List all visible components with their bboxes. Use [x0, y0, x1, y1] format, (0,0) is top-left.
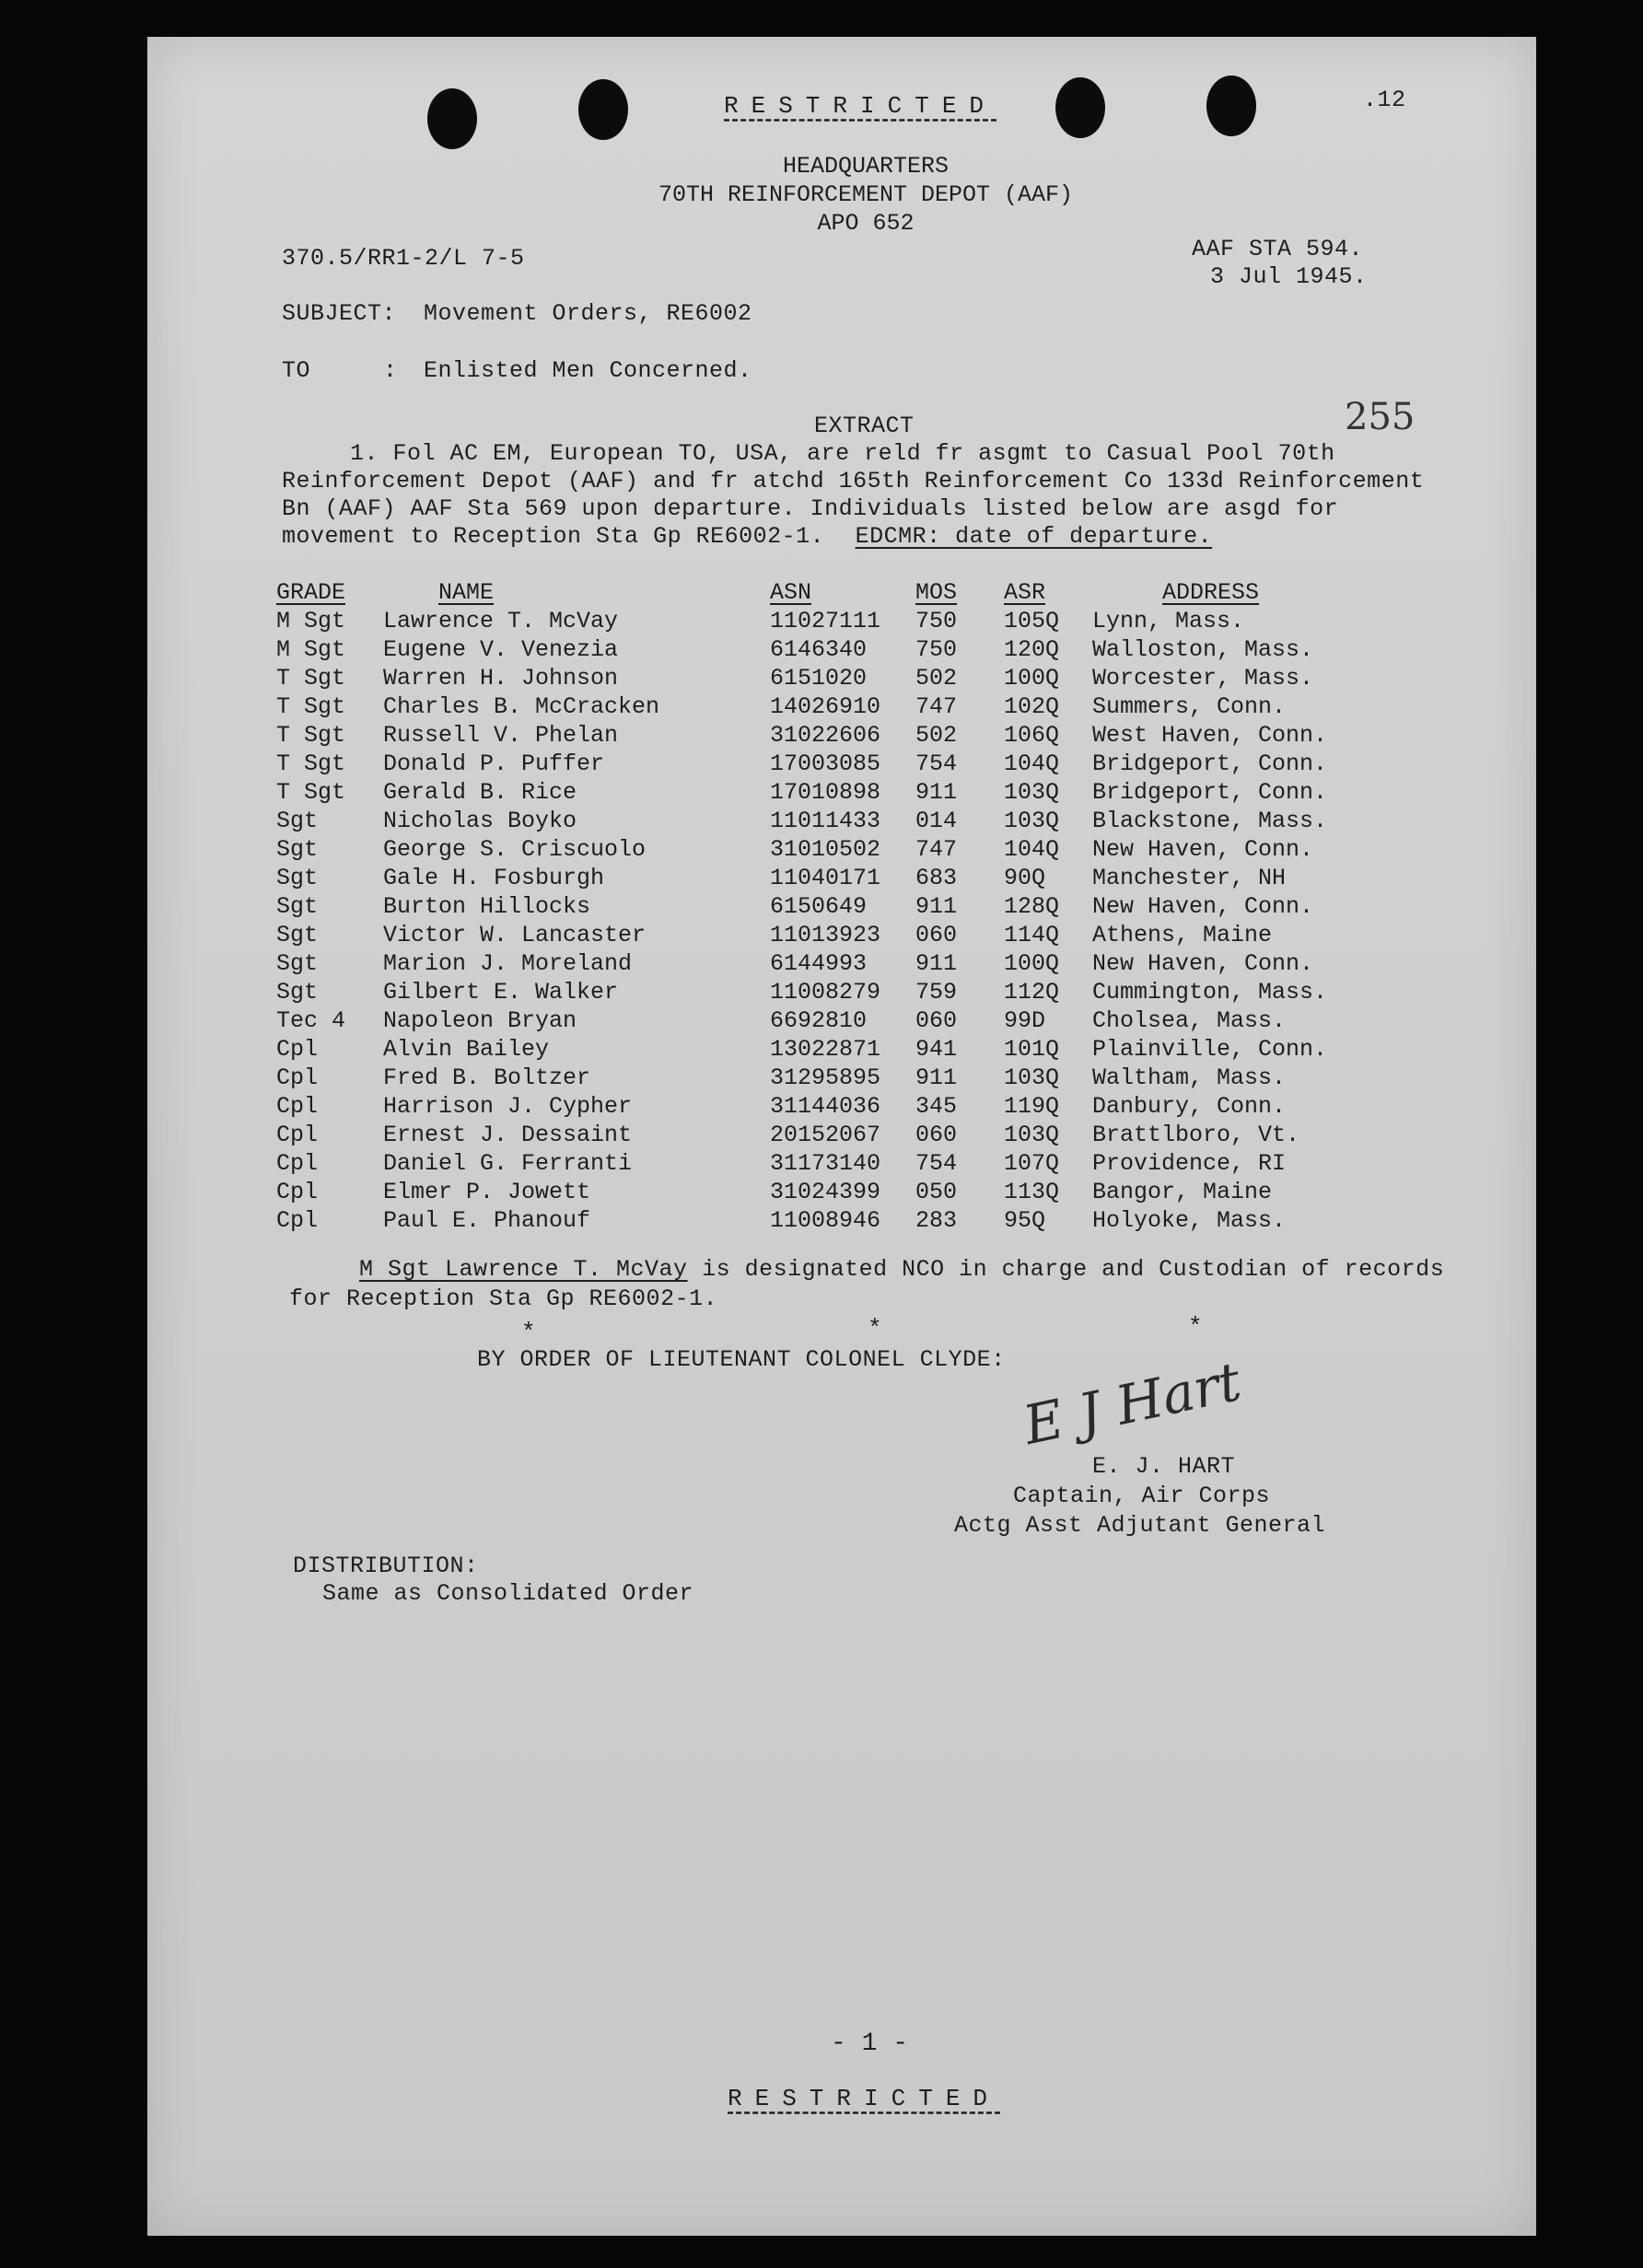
roster-cell-asn: 17010898 [770, 779, 881, 806]
roster-cell-asr: 99D [1004, 1007, 1046, 1034]
table-row [276, 807, 1457, 835]
roster-cell-grade: Sgt [276, 865, 319, 891]
roster-cell-mos: 941 [915, 1036, 958, 1063]
table-row [276, 978, 1457, 1006]
table-row [276, 1006, 1457, 1035]
roster-cell-asr: 113Q [1004, 1179, 1060, 1205]
distribution-label: DISTRIBUTION: [293, 1553, 479, 1579]
roster-cell-asr: 103Q [1004, 779, 1060, 806]
roster-cell-mos: 050 [915, 1179, 958, 1205]
roster-cell-asn: 6692810 [770, 1007, 868, 1034]
roster-cell-address: New Haven, Conn. [1092, 836, 1314, 863]
roster-cell-address: Cummington, Mass. [1092, 979, 1328, 1006]
roster-cell-mos: 060 [915, 1122, 958, 1148]
roster-cell-asn: 20152067 [770, 1122, 881, 1148]
roster-cell-mos: 014 [915, 808, 958, 834]
roster-cell-name: Burton Hillocks [383, 893, 591, 920]
header-line-3: APO 652 [817, 210, 915, 237]
table-row [276, 949, 1457, 978]
roster-cell-grade: Cpl [276, 1093, 319, 1120]
separator-star: * [1188, 1313, 1203, 1341]
roster-cell-address: New Haven, Conn. [1092, 893, 1314, 920]
file-number: 370.5/RR1-2/L 7-5 [282, 245, 525, 272]
roster-cell-name: Warren H. Johnson [383, 665, 619, 692]
roster-cell-grade: T Sgt [276, 722, 346, 749]
roster-cell-address: Danbury, Conn. [1092, 1093, 1287, 1120]
column-header-asr: ASR [1004, 579, 1046, 606]
signature-rank: Captain, Air Corps [1013, 1483, 1271, 1509]
roster-cell-grade: Sgt [276, 893, 319, 920]
column-header-address: ADDRESS [1162, 579, 1260, 606]
column-header-grade: GRADE [276, 579, 346, 606]
extract-label: EXTRACT [814, 413, 915, 439]
roster-cell-address: Plainville, Conn. [1092, 1036, 1328, 1063]
roster-cell-name: Napoleon Bryan [383, 1007, 577, 1034]
roster-cell-name: Alvin Bailey [383, 1036, 550, 1063]
roster-cell-grade: Sgt [276, 950, 319, 977]
paragraph-1-line-2: Reinforcement Depot (AAF) and fr atchd 165th Reinforcement Co 133d Reinforcement [282, 468, 1425, 494]
roster-cell-address: Blackstone, Mass. [1092, 808, 1328, 834]
subject-label: SUBJECT: [282, 300, 397, 327]
separator-star: * [868, 1315, 882, 1343]
roster-cell-name: Daniel G. Ferranti [383, 1150, 633, 1177]
roster-cell-name: Nicholas Boyko [383, 808, 577, 834]
roster-cell-name: Donald P. Puffer [383, 750, 605, 777]
separator-star: * [521, 1319, 536, 1346]
station: AAF STA 594. [1192, 236, 1364, 262]
roster-cell-grade: Cpl [276, 1122, 319, 1148]
punch-hole [427, 88, 477, 149]
roster-cell-asr: 105Q [1004, 608, 1060, 634]
roster-body [276, 607, 1457, 1235]
roster-cell-asn: 31010502 [770, 836, 881, 863]
punch-hole [1055, 77, 1105, 138]
roster-cell-asr: 112Q [1004, 979, 1060, 1006]
roster-cell-name: Elmer P. Jowett [383, 1179, 591, 1205]
roster-cell-asn: 14026910 [770, 693, 881, 720]
roster-cell-mos: 502 [915, 665, 958, 692]
roster-cell-address: Manchester, NH [1092, 865, 1287, 891]
roster-cell-mos: 750 [915, 636, 958, 663]
roster-cell-asr: 103Q [1004, 1122, 1060, 1148]
roster-cell-asn: 31173140 [770, 1150, 881, 1177]
roster-cell-asn: 31295895 [770, 1064, 881, 1091]
roster-cell-address: Cholsea, Mass. [1092, 1007, 1287, 1034]
roster-cell-grade: Sgt [276, 922, 319, 948]
nco-line-1 [359, 1256, 1444, 1283]
punch-hole [578, 79, 628, 140]
header-line-1: HEADQUARTERS [782, 153, 950, 180]
roster-cell-asn: 17003085 [770, 750, 881, 777]
roster-cell-address: Walloston, Mass. [1092, 636, 1314, 663]
roster-cell-address: Waltham, Mass. [1092, 1064, 1287, 1091]
roster-cell-name: Fred B. Boltzer [383, 1064, 591, 1091]
nco-name: M Sgt Lawrence T. McVay [359, 1256, 688, 1283]
date: 3 Jul 1945. [1210, 263, 1368, 290]
column-header-name: NAME [438, 579, 495, 606]
roster-cell-asr: 114Q [1004, 922, 1060, 948]
roster-cell-mos: 345 [915, 1093, 958, 1120]
roster-cell-name: Gerald B. Rice [383, 779, 577, 806]
roster-cell-name: Victor W. Lancaster [383, 922, 647, 948]
table-row [276, 1064, 1457, 1092]
nco-designation: is designated NCO in charge and Custodian of records [687, 1256, 1445, 1283]
roster-cell-mos: 283 [915, 1207, 958, 1234]
roster-cell-grade: Sgt [276, 979, 319, 1006]
roster-cell-address: Lynn, Mass. [1092, 608, 1245, 634]
roster-cell-asr: 128Q [1004, 893, 1060, 920]
table-row [276, 1149, 1457, 1178]
roster-cell-mos: 911 [915, 950, 958, 977]
roster-cell-name: Gilbert E. Walker [383, 979, 619, 1006]
roster-cell-address: New Haven, Conn. [1092, 950, 1314, 977]
roster-cell-mos: 747 [915, 836, 958, 863]
handwritten-number: 255 [1345, 396, 1416, 438]
table-row [276, 778, 1457, 807]
roster-cell-name: George S. Criscuolo [383, 836, 647, 863]
distribution-value: Same as Consolidated Order [322, 1580, 694, 1607]
roster-cell-asn: 11008279 [770, 979, 881, 1006]
roster-cell-grade: T Sgt [276, 779, 346, 806]
roster-cell-grade: T Sgt [276, 693, 346, 720]
roster-cell-asn: 6150649 [770, 893, 868, 920]
table-row [276, 1206, 1457, 1235]
order-line: BY ORDER OF LIEUTENANT COLONEL CLYDE: [477, 1346, 1006, 1373]
roster-cell-asn: 11013923 [770, 922, 881, 948]
table-row [276, 664, 1457, 692]
roster-cell-address: Summers, Conn. [1092, 693, 1287, 720]
roster-cell-grade: T Sgt [276, 750, 346, 777]
roster-cell-address: Bridgeport, Conn. [1092, 750, 1328, 777]
roster-cell-asr: 90Q [1004, 865, 1046, 891]
roster-cell-grade: Cpl [276, 1150, 319, 1177]
roster-table [276, 578, 1457, 1235]
roster-cell-grade: Cpl [276, 1064, 319, 1091]
roster-cell-asn: 11027111 [770, 608, 881, 634]
table-row [276, 1121, 1457, 1149]
roster-cell-grade: Cpl [276, 1036, 319, 1063]
paragraph-1-line-1: 1. Fol AC EM, European TO, USA, are reld fr asgmt to Casual Pool 70th [350, 440, 1335, 467]
paragraph-1-line-4-text: movement to Reception Sta Gp RE6002-1. [282, 523, 825, 550]
roster-cell-asr: 102Q [1004, 693, 1060, 720]
roster-cell-asn: 6151020 [770, 665, 868, 692]
handwritten-signature: E J Hart [1018, 1349, 1247, 1458]
roster-cell-asn: 6146340 [770, 636, 868, 663]
roster-cell-address: Holyoke, Mass. [1092, 1207, 1287, 1234]
roster-cell-mos: 911 [915, 893, 958, 920]
roster-cell-asr: 100Q [1004, 950, 1060, 977]
roster-cell-mos: 759 [915, 979, 958, 1006]
roster-cell-name: Eugene V. Venezia [383, 636, 619, 663]
roster-cell-grade: Sgt [276, 836, 319, 863]
roster-cell-mos: 683 [915, 865, 958, 891]
roster-cell-grade: Tec 4 [276, 1007, 346, 1034]
roster-cell-name: Gale H. Fosburgh [383, 865, 605, 891]
to-value: Enlisted Men Concerned. [424, 357, 752, 384]
roster-cell-address: Providence, RI [1092, 1150, 1287, 1177]
table-row [276, 864, 1457, 892]
restricted-marking-bottom: RESTRICTED [728, 2085, 1001, 2112]
roster-cell-address: Athens, Maine [1092, 922, 1273, 948]
roster-cell-asr: 106Q [1004, 722, 1060, 749]
table-row [276, 921, 1457, 949]
table-row [276, 1092, 1457, 1121]
signature-name: E. J. HART [1092, 1453, 1236, 1480]
table-row [276, 692, 1457, 721]
roster-header-row [276, 578, 1457, 607]
roster-cell-grade: M Sgt [276, 608, 346, 634]
roster-cell-name: Harrison J. Cypher [383, 1093, 633, 1120]
roster-cell-asn: 11040171 [770, 865, 881, 891]
column-header-mos: MOS [915, 579, 958, 606]
roster-cell-asr: 120Q [1004, 636, 1060, 663]
roster-cell-asn: 11008946 [770, 1207, 881, 1234]
roster-cell-mos: 911 [915, 1064, 958, 1091]
roster-cell-grade: T Sgt [276, 665, 346, 692]
table-row [276, 1178, 1457, 1206]
roster-cell-mos: 754 [915, 750, 958, 777]
roster-cell-name: Charles B. McCracken [383, 693, 660, 720]
restricted-marking-top: RESTRICTED [724, 92, 997, 120]
roster-cell-address: Worcester, Mass. [1092, 665, 1314, 692]
table-row [276, 635, 1457, 664]
roster-cell-grade: Cpl [276, 1207, 319, 1234]
roster-cell-mos: 060 [915, 1007, 958, 1034]
table-row [276, 721, 1457, 750]
to-separator: : [383, 357, 398, 384]
roster-cell-asr: 107Q [1004, 1150, 1060, 1177]
table-row [276, 892, 1457, 921]
roster-cell-mos: 747 [915, 693, 958, 720]
roster-cell-asn: 31144036 [770, 1093, 881, 1120]
paragraph-1-line-4 [282, 523, 1212, 550]
roster-cell-name: Russell V. Phelan [383, 722, 619, 749]
table-row [276, 607, 1457, 635]
subject-value: Movement Orders, RE6002 [424, 300, 752, 327]
roster-cell-mos: 911 [915, 779, 958, 806]
table-row [276, 1035, 1457, 1064]
roster-cell-address: Bangor, Maine [1092, 1179, 1273, 1205]
roster-cell-asr: 95Q [1004, 1207, 1046, 1234]
table-row [276, 750, 1457, 778]
roster-cell-asn: 6144993 [770, 950, 868, 977]
roster-cell-address: Brattlboro, Vt. [1092, 1122, 1300, 1148]
roster-cell-asr: 104Q [1004, 836, 1060, 863]
roster-cell-name: Ernest J. Dessaint [383, 1122, 633, 1148]
roster-cell-asr: 103Q [1004, 808, 1060, 834]
roster-cell-mos: 502 [915, 722, 958, 749]
roster-cell-grade: M Sgt [276, 636, 346, 663]
roster-cell-asr: 104Q [1004, 750, 1060, 777]
roster-cell-grade: Cpl [276, 1179, 319, 1205]
edcmr-note: EDCMR: date of departure. [855, 523, 1213, 550]
roster-cell-address: West Haven, Conn. [1092, 722, 1328, 749]
roster-cell-asr: 100Q [1004, 665, 1060, 692]
page-mark: .12 [1363, 87, 1406, 113]
roster-cell-asr: 119Q [1004, 1093, 1060, 1120]
header-line-2: 70TH REINFORCEMENT DEPOT (AAF) [658, 181, 1074, 208]
table-row [276, 835, 1457, 864]
roster-cell-asn: 31022606 [770, 722, 881, 749]
roster-cell-address: Bridgeport, Conn. [1092, 779, 1328, 806]
column-header-asn: ASN [770, 579, 812, 606]
roster-cell-asn: 31024399 [770, 1179, 881, 1205]
roster-cell-asr: 103Q [1004, 1064, 1060, 1091]
nco-line-2: for Reception Sta Gp RE6002-1. [289, 1285, 718, 1312]
roster-cell-name: Paul E. Phanouf [383, 1207, 591, 1234]
roster-cell-name: Lawrence T. McVay [383, 608, 619, 634]
punch-hole [1206, 76, 1256, 136]
roster-cell-mos: 750 [915, 608, 958, 634]
roster-cell-mos: 060 [915, 922, 958, 948]
roster-cell-asr: 101Q [1004, 1036, 1060, 1063]
to-label: TO [282, 357, 311, 384]
roster-cell-asn: 11011433 [770, 808, 881, 834]
roster-cell-grade: Sgt [276, 808, 319, 834]
roster-cell-name: Marion J. Moreland [383, 950, 633, 977]
page-number: - 1 - [831, 2030, 909, 2058]
paragraph-1-line-3: Bn (AAF) AAF Sta 569 upon departure. Individuals listed below are asgd for [282, 495, 1339, 522]
roster-cell-mos: 754 [915, 1150, 958, 1177]
roster-cell-asn: 13022871 [770, 1036, 881, 1063]
signature-title: Actg Asst Adjutant General [954, 1512, 1326, 1539]
